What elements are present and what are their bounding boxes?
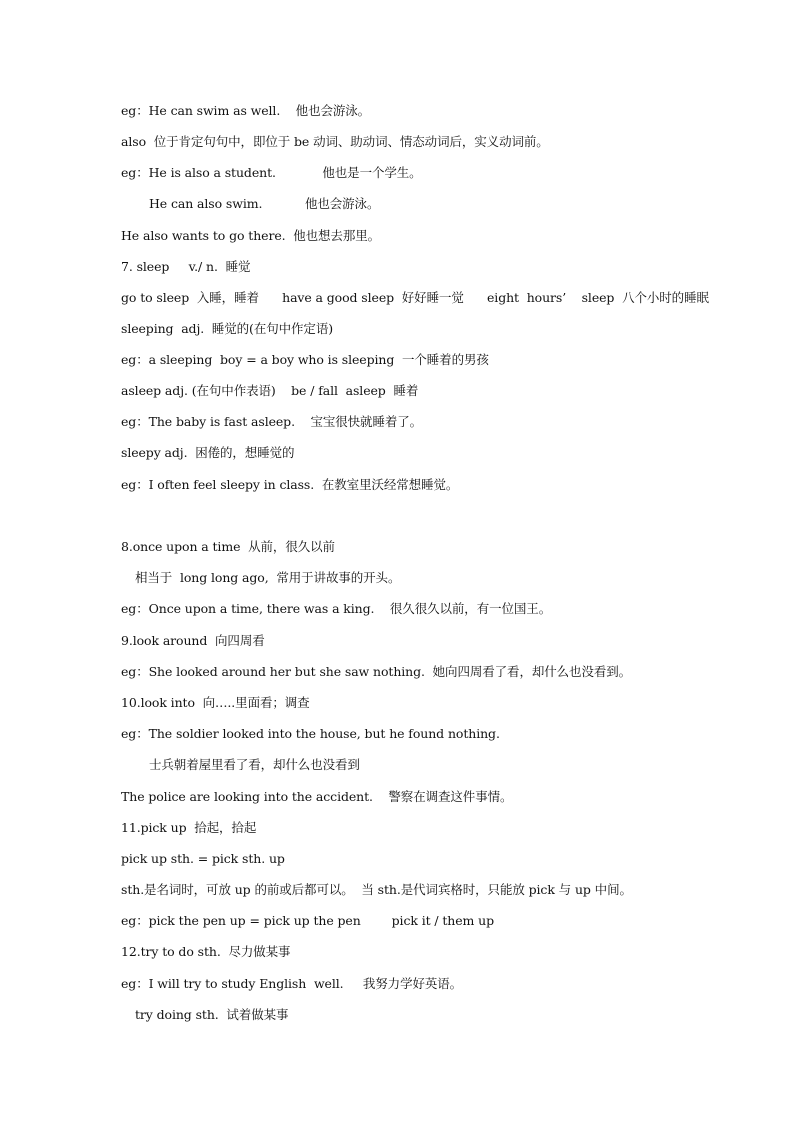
text-line: eg：She looked around her but she saw nothing. 她向四周看了看，却什么也没看到。 — [121, 664, 632, 679]
text-line: eg：a sleeping boy = a boy who is sleeping 一个睡着的男孩 — [121, 352, 489, 367]
text-line: sleeping adj. 睡觉的(在句中作定语) — [121, 321, 334, 336]
text-line: eg：Once upon a time, there was a king. 很久很久以前，有一位国王。 — [121, 601, 552, 616]
section-heading: 12.try to do sth. 尽力做某事 — [121, 944, 291, 959]
text-line: also 位于肯定句句中，即位于 be 动词、助动词、情态动词后，实义动词前。 — [121, 134, 549, 149]
text-line: eg：The soldier looked into the house, but he found nothing. — [121, 726, 500, 741]
text-line: eg：He can swim as well. 他也会游泳。 — [121, 103, 371, 118]
text-line: 士兵朝着屋里看了看，却什么也没看到 — [149, 757, 360, 772]
text-line: asleep adj. (在句中作表语) be / fall asleep 睡着 — [121, 383, 419, 398]
text-line: eg：I often feel sleepy in class. 在教室里沃经常想睡觉。 — [121, 477, 459, 492]
text-line: sleepy adj. 困倦的，想睡觉的 — [121, 445, 295, 460]
section-heading: 7. sleep v./ n. 睡觉 — [121, 259, 251, 274]
section-heading: 9.look around 向四周看 — [121, 633, 265, 648]
text-line: eg：I will try to study English well. 我努力学好英语。 — [121, 976, 463, 991]
text-line: sth.是名词时，可放 up 的前或后都可以。 当 sth.是代词宾格时，只能放 pick 与 up 中间。 — [121, 882, 632, 897]
text-line: He can also swim. 他也会游泳。 — [149, 196, 380, 211]
section-heading: 11.pick up 拾起，拾起 — [121, 820, 257, 835]
text-line: eg：He is also a student. 他也是一个学生。 — [121, 165, 422, 180]
section-heading: 10.look into 向…..里面看；调查 — [121, 695, 310, 710]
text-line: eg：The baby is fast asleep. 宝宝很快就睡着了。 — [121, 414, 423, 429]
section-heading: 8.once upon a time 从前，很久以前 — [121, 539, 335, 554]
text-line: eg：pick the pen up = pick up the pen pick it / them up — [121, 913, 495, 928]
text-line: pick up sth. = pick sth. up — [121, 851, 285, 866]
text-line: The police are looking into the accident. 警察在调查这件事情。 — [121, 789, 513, 804]
text-line: He also wants to go there. 他也想去那里。 — [121, 228, 381, 243]
text-line: try doing sth. 试着做某事 — [135, 1007, 289, 1022]
text-line: go to sleep 入睡，睡着 have a good sleep 好好睡一觉 eight hours’ sleep 八个小时的睡眠 — [121, 290, 709, 305]
text-line: 相当于 long long ago, 常用于讲故事的开头。 — [135, 570, 401, 585]
